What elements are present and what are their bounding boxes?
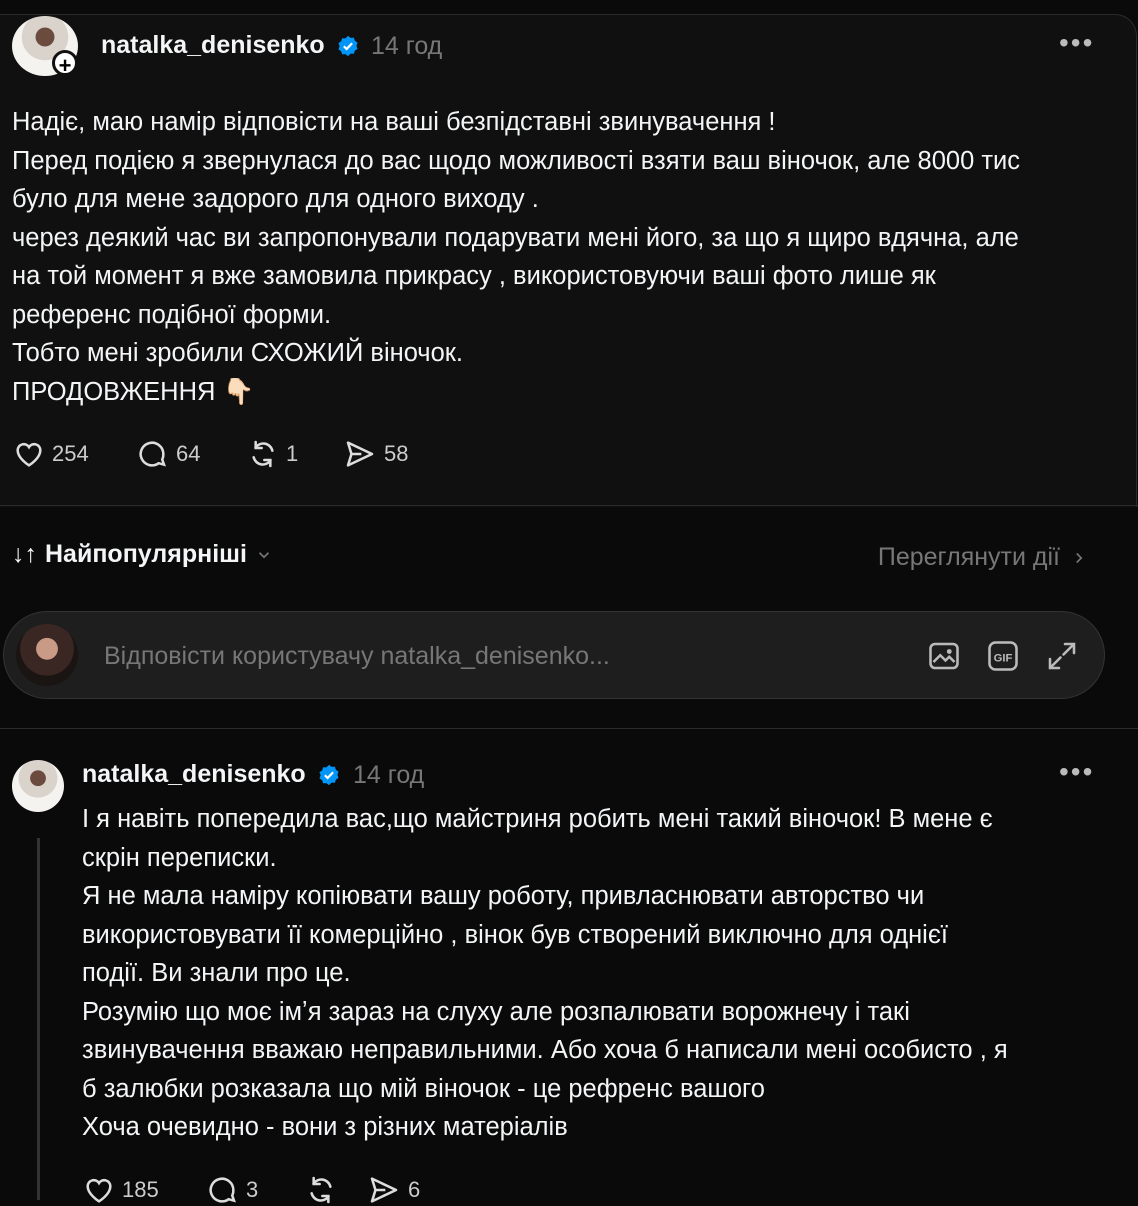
expand-icon[interactable]	[1044, 638, 1080, 674]
comment-line: події. Ви знали про це.	[82, 959, 351, 987]
repost-icon	[246, 438, 280, 470]
verified-badge-icon	[318, 764, 340, 786]
comment-line: звинувачення вважаю неправильними. Або хоча б написали мені особисто , я	[82, 1036, 1008, 1064]
reply-input[interactable]	[102, 637, 666, 675]
comment-line: б залюбки розказала що мій віночок - це рефренс вашого	[82, 1074, 765, 1103]
comment-line: Хоча очевидно - вони з різних матеріалів	[82, 1113, 568, 1141]
view-activity-label: Переглянути дії	[877, 543, 1060, 571]
comment-like-button[interactable]	[82, 1174, 206, 1206]
chevron-down-icon	[255, 546, 273, 564]
like-button[interactable]	[12, 438, 136, 470]
share-count: 58	[384, 441, 409, 466]
comment-reply-count: 3	[246, 1177, 259, 1202]
verified-badge-icon	[337, 35, 359, 57]
comment-button[interactable]	[136, 438, 246, 470]
post-body	[12, 103, 1020, 411]
sort-arrows-icon: ↓↑	[12, 540, 37, 568]
image-icon[interactable]	[926, 638, 962, 674]
post-line: на той момент я вже замовила прикрасу , використовуючи ваші фото лише як	[12, 262, 936, 290]
repost-count: 1	[286, 441, 299, 466]
post-time: 14 год	[371, 32, 443, 60]
reply-composer[interactable]	[3, 611, 1105, 699]
like-count: 254	[52, 441, 89, 466]
svg-text:GIF: GIF	[993, 652, 1013, 665]
comment-repost-button[interactable]	[304, 1174, 368, 1206]
heart-icon	[12, 438, 46, 470]
send-icon	[344, 438, 376, 470]
comment-line: використовувати її комерційно , вінок був створений виключно для однієї	[82, 920, 948, 949]
sort-label: Найпопулярніші	[45, 540, 247, 568]
comment-more-icon[interactable]: •••	[1059, 756, 1095, 787]
divider	[0, 505, 1138, 506]
comment-username[interactable]: natalka_denisenko	[82, 760, 306, 788]
comment-line: І я навіть попередила вас,що майстриня робить мені такий віночок! В мене є	[82, 805, 993, 833]
post-line: через деякий час ви запропонували подарувати мені його, за що я щиро вдячна, але	[12, 223, 1019, 252]
post-line: Надіє, маю намір відповісти на ваші безпідставні звинувачення !	[12, 108, 776, 136]
comment-like-count: 185	[122, 1177, 159, 1202]
post-line: ПРОДОВЖЕННЯ 👇🏻	[12, 377, 255, 406]
post-line: було для мене задорого для одного виходу .	[12, 185, 539, 213]
post-more-icon[interactable]: •••	[1059, 27, 1095, 58]
comment-line: Розумію що моє імʼя зараз на слуху але розпалювати ворожнечу і такі	[82, 997, 910, 1026]
comment-time: 14 год	[353, 761, 425, 789]
divider	[0, 728, 1138, 729]
post-line: Тобто мені зробили СХОЖИЙ віночок.	[12, 339, 464, 367]
comment-author-avatar[interactable]	[12, 760, 64, 812]
follow-plus-icon[interactable]: +	[52, 50, 78, 76]
heart-icon	[82, 1174, 116, 1206]
comment-bubble-icon	[136, 438, 168, 470]
comment-count: 64	[176, 441, 201, 466]
comment-actions	[82, 1174, 420, 1206]
comment-line: скрін переписки.	[82, 843, 277, 872]
comment-bubble-icon	[206, 1174, 238, 1206]
current-user-avatar	[16, 624, 78, 686]
post-line: Перед подією я звернулася до вас щодо можливості взяти ваш віночок, але 8000 тис	[12, 146, 1021, 175]
post-actions	[12, 438, 408, 470]
comment-share-button[interactable]	[368, 1174, 420, 1206]
thread-line	[37, 838, 40, 1200]
comment-reply-button[interactable]	[206, 1174, 304, 1206]
repost-icon	[304, 1174, 338, 1206]
gif-icon[interactable]	[985, 638, 1021, 674]
share-button[interactable]	[344, 438, 408, 470]
comment-share-count: 6	[408, 1177, 421, 1202]
chevron-right-icon	[1070, 549, 1088, 567]
post-username[interactable]: natalka_denisenko	[101, 31, 325, 59]
post-line: референс подібної форми.	[12, 300, 332, 329]
view-activity-link[interactable]	[878, 543, 1088, 572]
sort-dropdown[interactable]	[12, 540, 273, 569]
repost-button[interactable]	[246, 438, 344, 470]
comment-body	[82, 800, 1008, 1147]
send-icon	[368, 1174, 400, 1206]
comment-line: Я не мала наміру копіювати вашу роботу, привласнювати авторство чи	[82, 882, 925, 910]
